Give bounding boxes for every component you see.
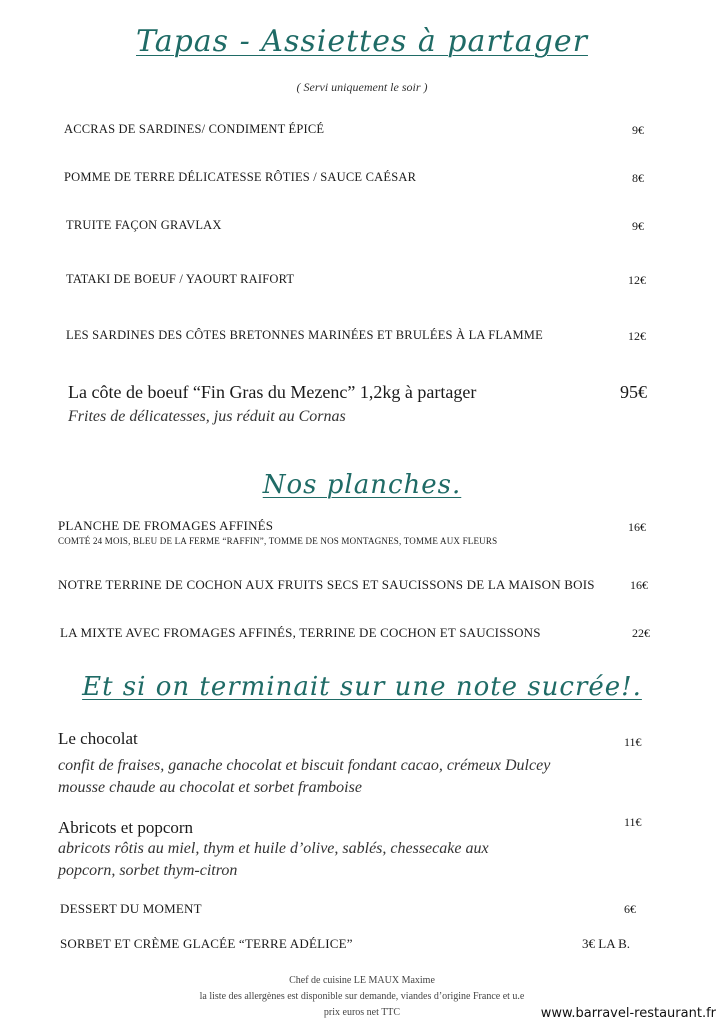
dessert-price: 6€ — [624, 902, 636, 916]
desserts-title: Et si on terminait sur une note sucrée!. — [82, 672, 642, 702]
dessert-desc: abricots rôtis au miel, thym et huile d’olive, sablés, chessecake aux — [58, 840, 489, 857]
dessert-price: 11€ — [624, 735, 642, 749]
dessert-price: 3€ LA B. — [582, 936, 631, 951]
special-price: 95€ — [620, 382, 647, 402]
tapas-title: Tapas - Assiettes à partager — [136, 24, 588, 59]
tapas-subtitle: ( Servi uniquement le soir ) — [296, 80, 428, 94]
footer-chef: Chef de cuisine LE MAUX Maxime — [289, 975, 435, 986]
menu-item-name: NOTRE TERRINE DE COCHON AUX FRUITS SECS ET SAUCISSONS DE LA MAISON BOIS — [58, 577, 595, 592]
dessert-name: DESSERT DU MOMENT — [60, 901, 202, 916]
dessert-desc: mousse chaude au chocolat et sorbet framboise — [58, 779, 362, 796]
menu-item-name: LA MIXTE AVEC FROMAGES AFFINÉS, TERRINE DE COCHON ET SAUCISSONS — [60, 625, 541, 640]
menu-item-name: TATAKI DE BOEUF / YAOURT RAIFORT — [66, 272, 295, 286]
menu-item-price: 12€ — [628, 273, 646, 287]
dessert-name: Le chocolat — [58, 729, 138, 748]
website-link[interactable]: www.barravel-restaurant.fr — [540, 1006, 716, 1021]
dessert-desc: popcorn, sorbet thym-citron — [58, 862, 238, 879]
menu-item-name: TRUITE FAÇON GRAVLAX — [66, 218, 222, 232]
dessert-desc: confit de fraises, ganache chocolat et biscuit fondant cacao, crémeux Dulcey — [58, 757, 551, 774]
menu-item-name: ACCRAS DE SARDINES/ CONDIMENT ÉPICÉ — [64, 122, 325, 136]
menu-item-name: POMME DE TERRE DÉLICATESSE RÔTIES / SAUCE CAÉSAR — [64, 170, 417, 184]
menu-item-price: 22€ — [632, 626, 650, 640]
menu-item-name: PLANCHE DE FROMAGES AFFINÉS — [58, 518, 274, 533]
menu-item-price: 16€ — [630, 578, 648, 592]
menu-item-price: 9€ — [632, 219, 644, 233]
special-name: La côte de boeuf “Fin Gras du Mezenc” 1,2kg à partager — [68, 382, 477, 402]
menu-item-price: 8€ — [632, 171, 644, 185]
dessert-price: 11€ — [624, 815, 642, 829]
menu-item-price: 12€ — [628, 329, 646, 343]
footer-prices: prix euros net TTC — [323, 1007, 401, 1018]
planches-title: Nos planches. — [262, 470, 462, 500]
menu-item-desc: COMTÉ 24 MOIS, BLEU DE LA FERME “RAFFIN”, TOMME DE NOS MONTAGNES, TOMME AUX FLEURS — [58, 536, 498, 546]
menu-item-name: LES SARDINES DES CÔTES BRETONNES MARINÉES ET BRULÉES À LA FLAMME — [66, 328, 543, 342]
dessert-name: SORBET ET CRÈME GLACÉE “TERRE ADÉLICE” — [60, 936, 353, 951]
menu-item-price: 9€ — [632, 123, 644, 137]
footer-allergens: la liste des allergènes est disponible sur demande, viandes d’origine France et u.e — [199, 991, 525, 1002]
special-desc: Frites de délicatesses, jus réduit au Cornas — [68, 408, 346, 425]
dessert-name: Abricots et popcorn — [58, 818, 194, 837]
menu-item-price: 16€ — [628, 520, 646, 534]
